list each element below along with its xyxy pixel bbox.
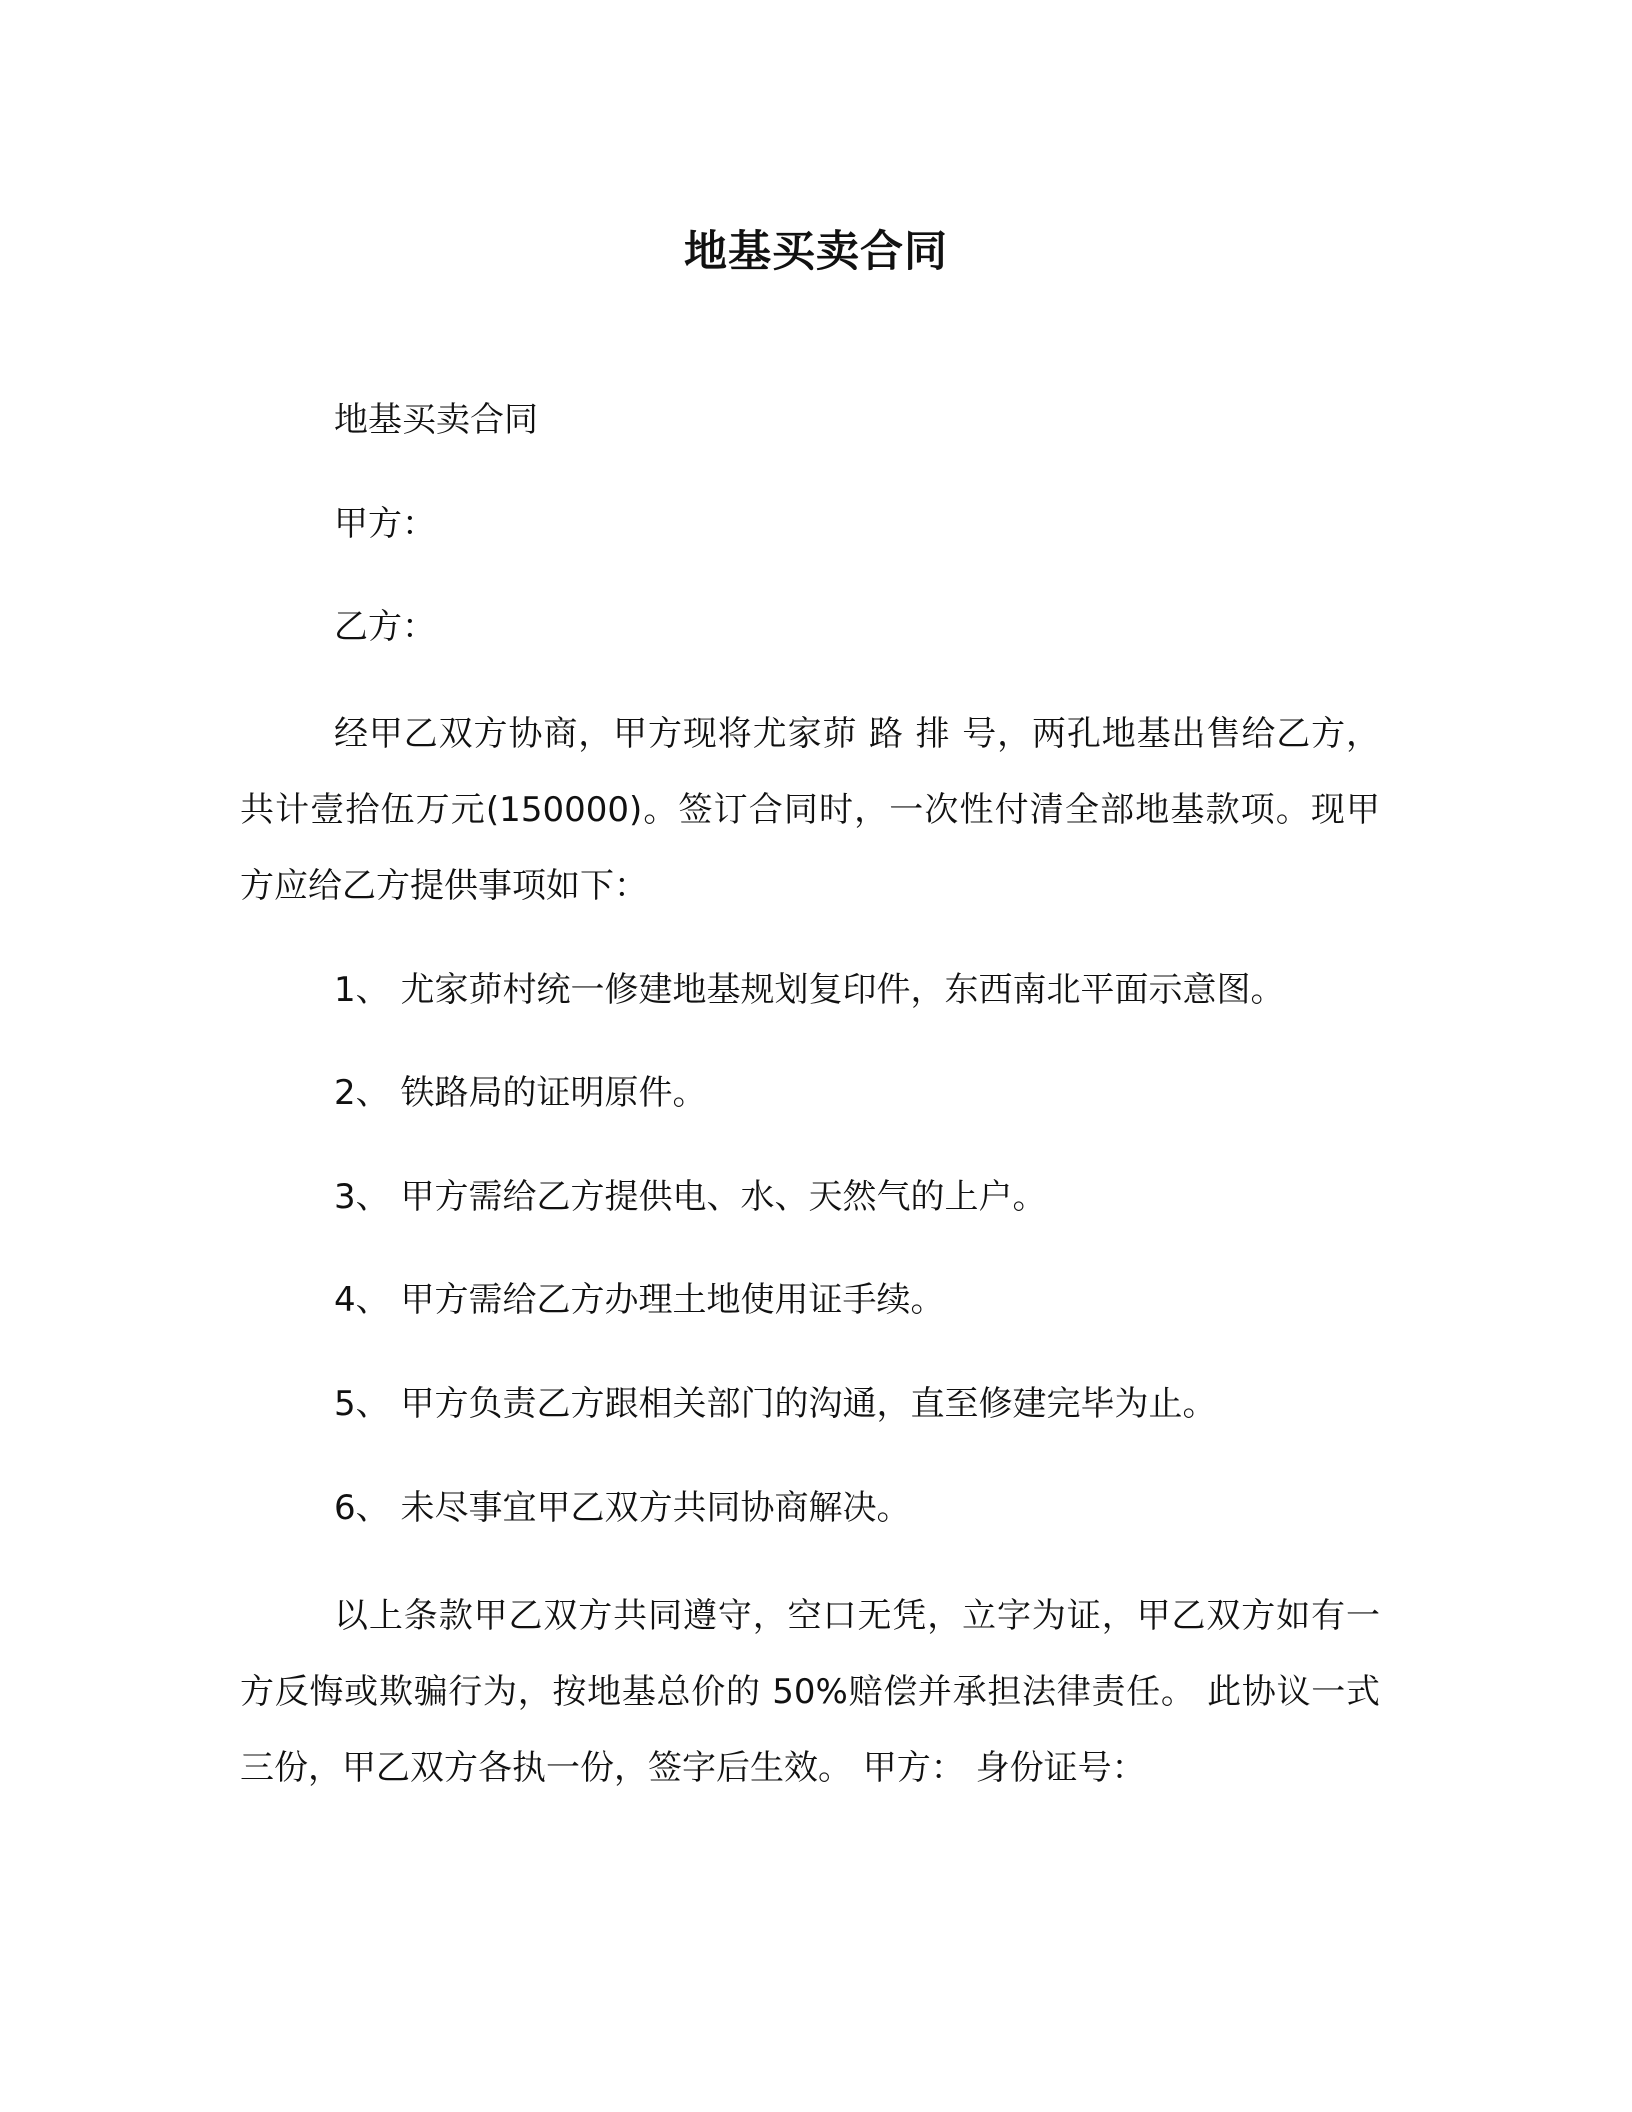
list-item: 2、 铁路局的证明原件。 bbox=[334, 1073, 707, 1113]
document-title: 地基买卖合同 bbox=[684, 227, 948, 277]
closing-paragraph: 以上条款甲乙双方共同遵守，空口无凭，立字为证，甲乙双方如有一方反悔或欺骗行为，按地基总价的 50%赔偿并承担法律责任。 此协议一式三份，甲乙双方各执一份，签字后生效。 甲方： 身份证号： bbox=[240, 1596, 1380, 1788]
list-item: 4、 甲方需给乙方办理土地使用证手续。 bbox=[334, 1280, 945, 1320]
party-b-label: 乙方： bbox=[334, 607, 436, 647]
list-item: 3、 甲方需给乙方提供电、水、天然气的上户。 bbox=[334, 1177, 1047, 1217]
list-item: 6、 未尽事宜甲乙双方共同协商解决。 bbox=[334, 1488, 911, 1528]
list-item: 5、 甲方负责乙方跟相关部门的沟通，直至修建完毕为止。 bbox=[334, 1384, 1217, 1424]
intro-paragraph: 经甲乙双方协商，甲方现将尤家茆 路 排 号，两孔地基出售给乙方，共计壹拾伍万元(150000)。签订合同时，一次性付清全部地基款项。现甲方应给乙方提供事项如下： bbox=[240, 714, 1380, 906]
party-a-label: 甲方： bbox=[334, 504, 436, 544]
list-item: 1、 尤家茆村统一修建地基规划复印件，东西南北平面示意图。 bbox=[334, 970, 1285, 1010]
document-subtitle: 地基买卖合同 bbox=[334, 400, 538, 440]
